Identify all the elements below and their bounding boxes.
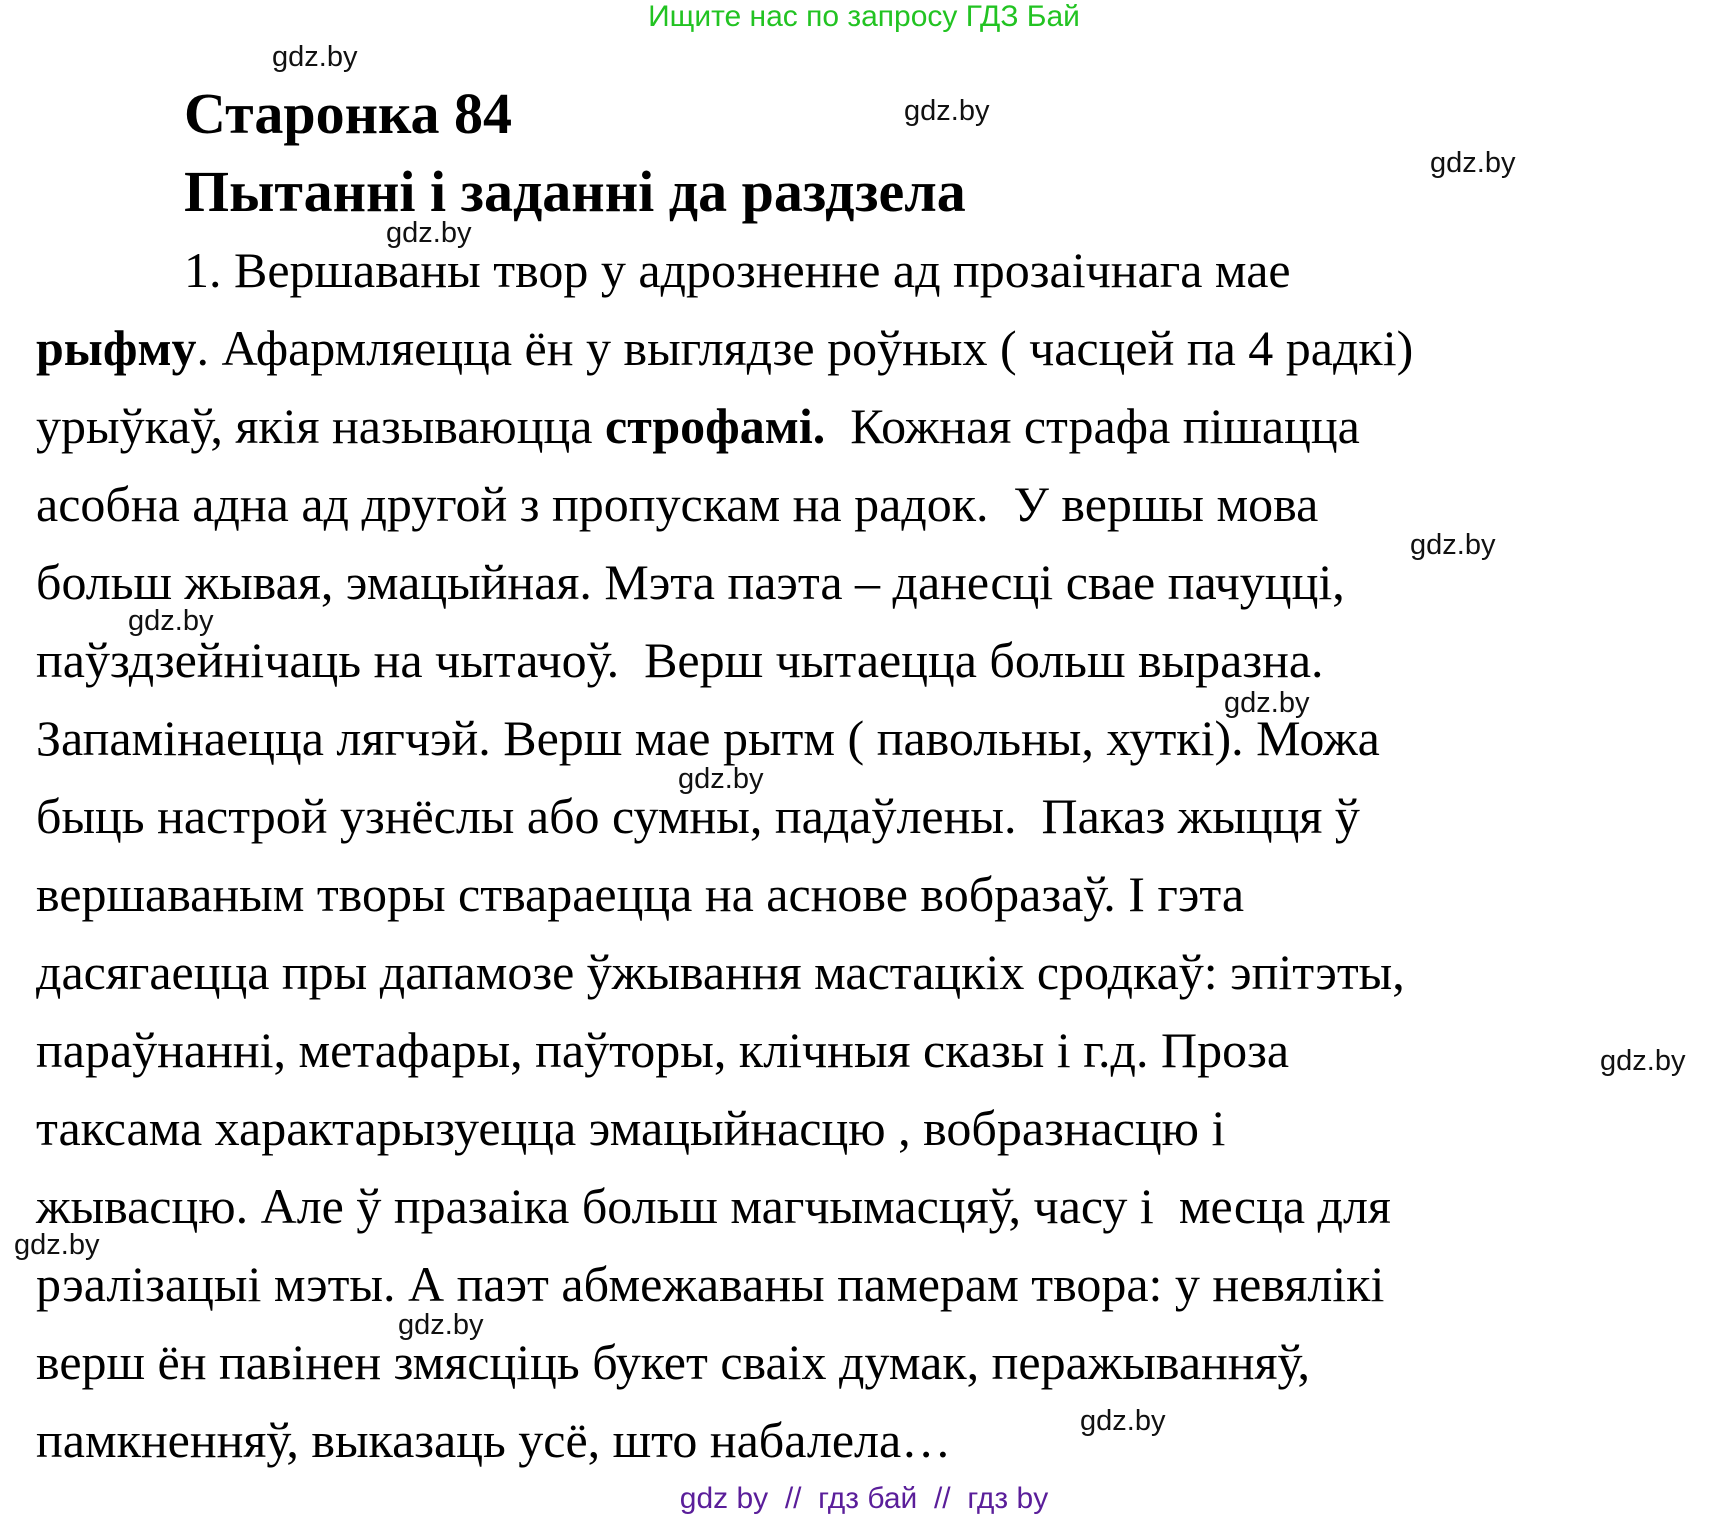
text-line: параўнанні, метафары, паўторы, клічныя сказы і г.д. Проза bbox=[36, 1022, 1290, 1078]
watermark: gdz.by bbox=[1080, 1405, 1166, 1437]
watermark: gdz.by bbox=[904, 95, 990, 127]
watermark: gdz.by bbox=[398, 1309, 484, 1341]
watermark: gdz.by bbox=[272, 41, 358, 73]
text-line: паўздзейнічаць на чытачоў. Верш чытаецца больш выразна. bbox=[36, 632, 1324, 688]
text-line: больш жывая, эмацыйная. Мэта паэта – данесці свае пачуцці, bbox=[36, 554, 1345, 610]
text-line: 1. Вершаваны твор у адрозненне ад прозаічнага мае bbox=[184, 242, 1291, 298]
text-line: таксама характарызуецца эмацыйнасцю , вобразнасцю і bbox=[36, 1100, 1226, 1156]
search-banner: Ищите нас по запросу ГДЗ Бай bbox=[648, 0, 1080, 33]
text-line: верш ён павінен змясціць букет сваіх думак, перажыванняў, bbox=[36, 1334, 1311, 1390]
term-rhyme: рыфму bbox=[36, 320, 197, 376]
watermark: gdz.by bbox=[1410, 529, 1496, 561]
watermark: gdz.by bbox=[128, 605, 214, 637]
watermark: gdz.by bbox=[386, 217, 472, 249]
text-line: Запамінаецца лягчэй. Верш мае рытм ( павольны, хуткі). Можа bbox=[36, 710, 1380, 766]
term-stanzas: строфамі. bbox=[605, 398, 826, 454]
text-line: асобна адна ад другой з пропускам на радок. У вершы мова bbox=[36, 476, 1319, 532]
section-title: Пытанні і заданні да раздзела bbox=[184, 159, 966, 224]
text-line: жывасцю. Але ў празаіка больш магчымасцяў, часу і месца для bbox=[36, 1178, 1391, 1234]
text-line: дасягаецца пры дапамозе ўжывання мастацкіх сродкаў: эпітэты, bbox=[36, 944, 1405, 1000]
watermark: gdz.by bbox=[1600, 1045, 1686, 1077]
page-title: Старонка 84 bbox=[184, 81, 513, 146]
text-line: урыўкаў, якія называюцца строфамі. Кожная страфа пішацца bbox=[36, 398, 1360, 454]
text-line: быць настрой узнёслы або сумны, падаўлены. Паказ жыцця ў bbox=[36, 788, 1360, 844]
text-line: вершаваным творы ствараецца на аснове вобразаў. І гэта bbox=[36, 866, 1245, 922]
text-line: памкненняў, выказаць усё, што набалела… bbox=[36, 1412, 952, 1468]
watermark: gdz.by bbox=[1224, 687, 1310, 719]
watermark: gdz.by bbox=[678, 763, 764, 795]
watermark: gdz.by bbox=[14, 1229, 100, 1261]
footer-watermark: gdz by // гдз бай // гдз by bbox=[679, 1482, 1049, 1515]
watermark: gdz.by bbox=[1430, 147, 1516, 179]
text-line: рэалізацыі мэты. А паэт абмежаваны памерам твора: у невялікі bbox=[36, 1256, 1385, 1312]
text-line: рыфму. Афармляецца ён у выглядзе роўных ( часцей па 4 радкі) bbox=[36, 320, 1414, 376]
